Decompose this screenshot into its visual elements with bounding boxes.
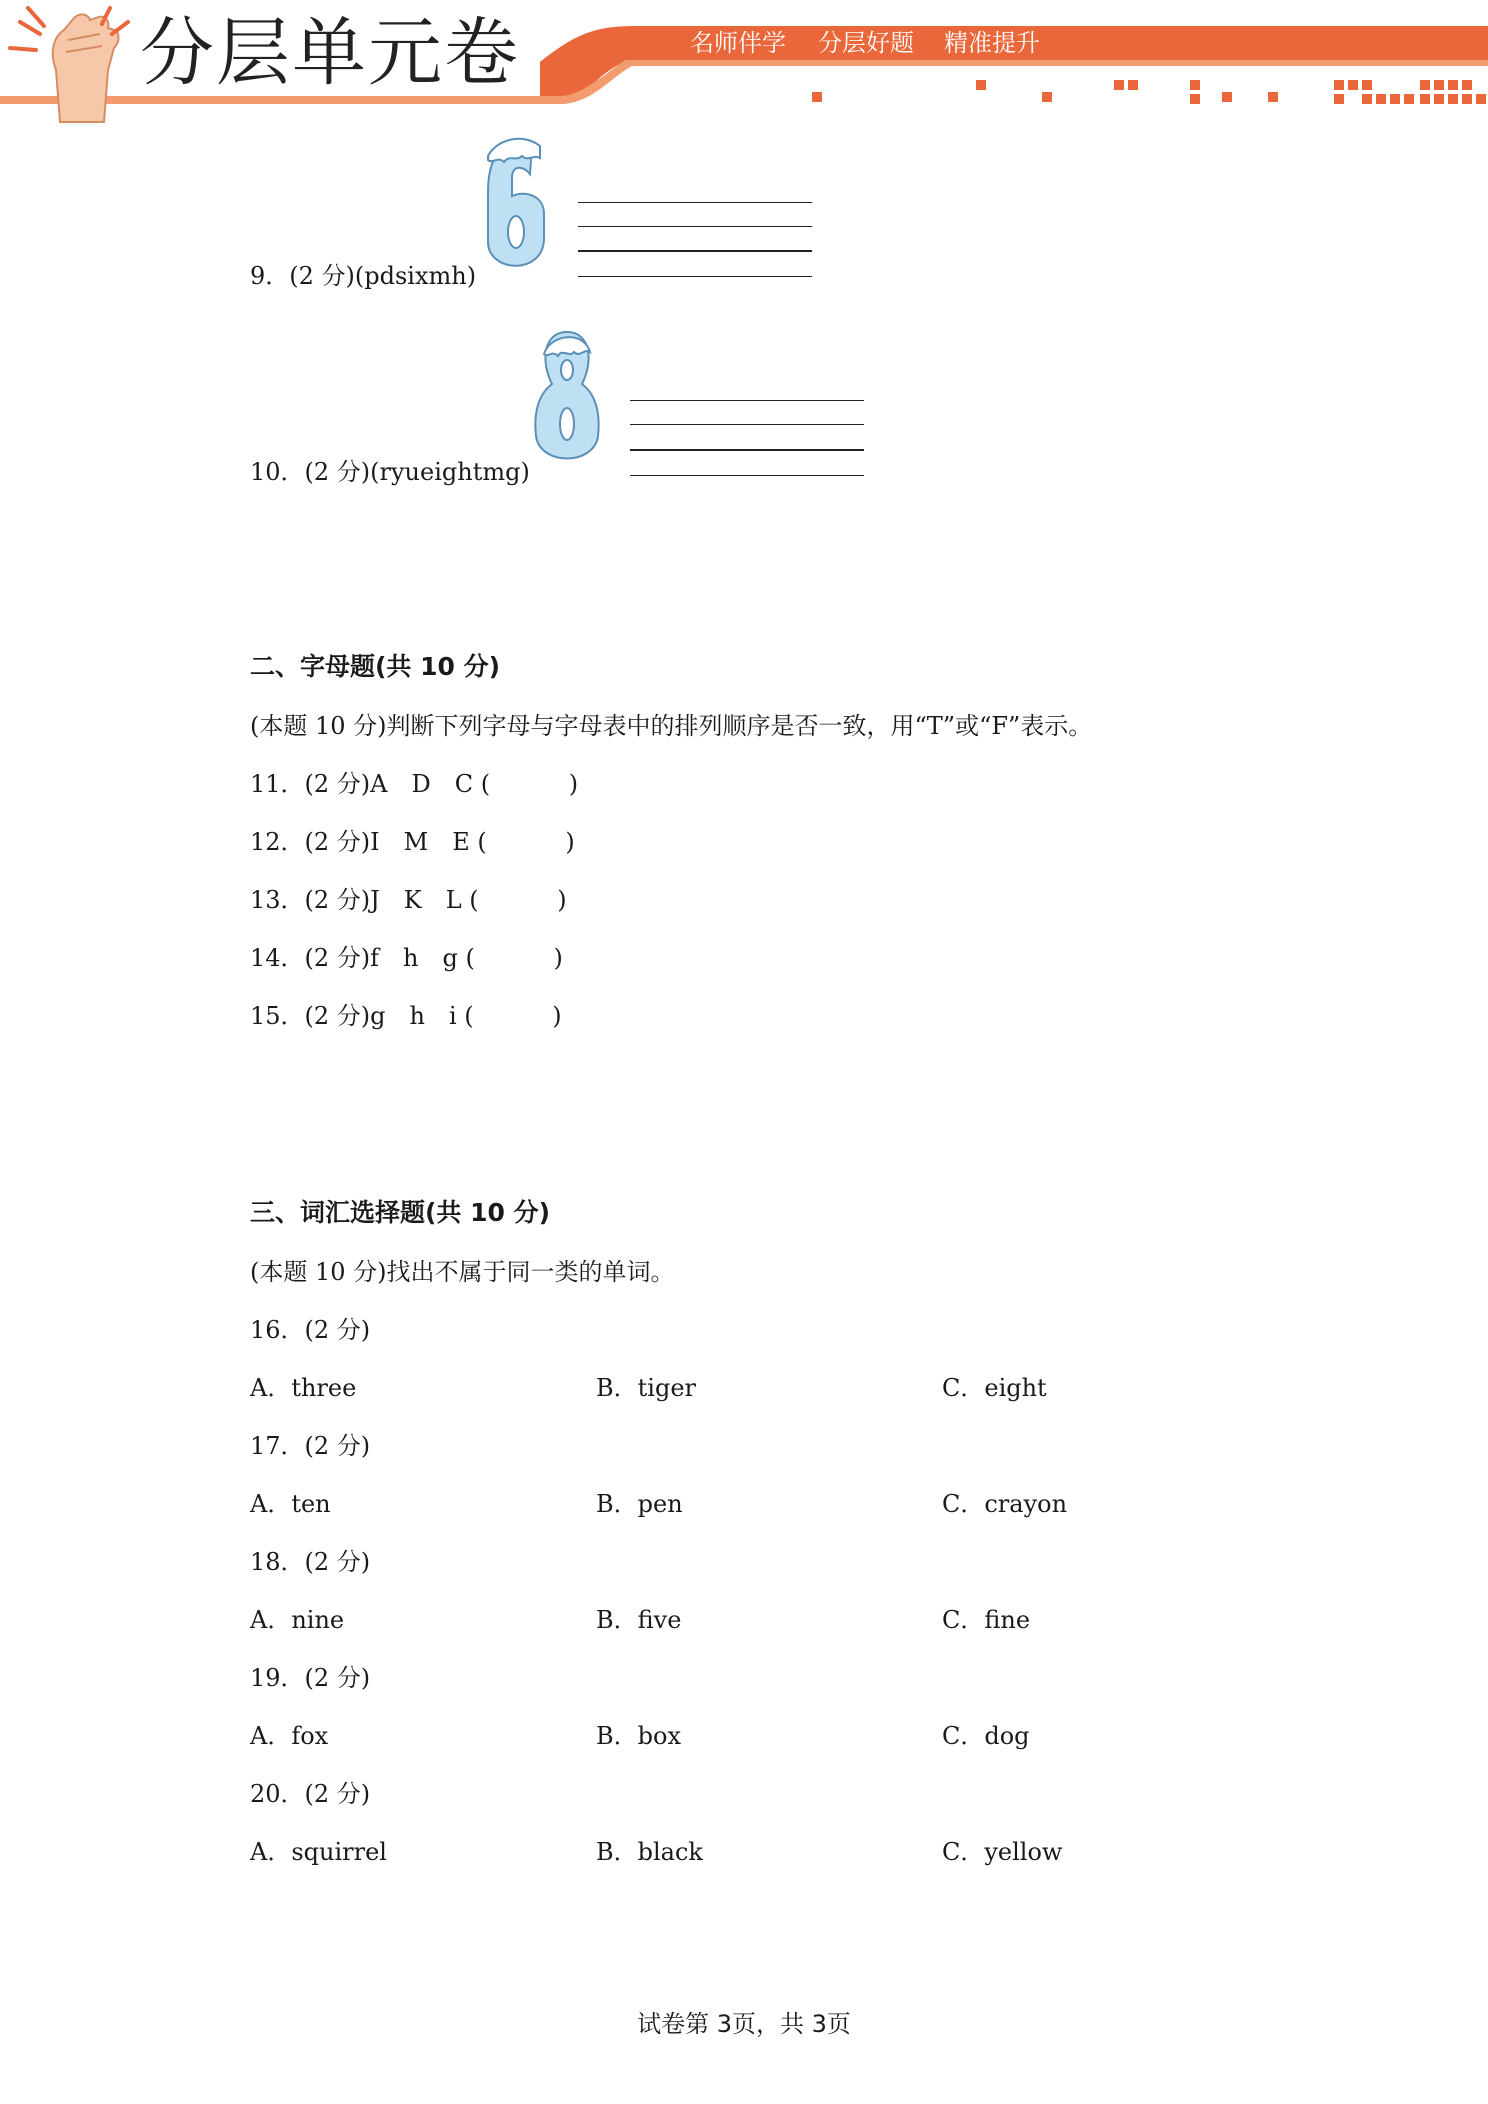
answer-blank-14[interactable]: ) <box>553 944 563 972</box>
q16-option-c[interactable]: C．eight <box>942 1374 1047 1402</box>
question-14 <box>250 942 563 974</box>
q17-option-a[interactable]: A．ten <box>250 1490 331 1518</box>
page-header <box>0 0 1488 130</box>
eight-digit-image <box>532 326 602 470</box>
section-3-title: 三、词汇选择题(共 10 分) <box>250 1198 551 1227</box>
question-15-label: 15．(2 分)g h i ( <box>250 1002 474 1030</box>
q20-option-a[interactable]: A．squirrel <box>250 1838 387 1866</box>
question-15 <box>250 1000 562 1032</box>
header-decor-squares <box>812 80 1486 104</box>
question-17-label: 17．(2 分) <box>250 1432 371 1460</box>
slogan-2: 分层好题 <box>818 29 914 57</box>
question-11 <box>250 768 578 800</box>
question-12-label: 12．(2 分)I M E ( <box>250 828 487 856</box>
q17-option-c[interactable]: C．crayon <box>942 1490 1068 1518</box>
slogan-1: 名师伴学 <box>690 29 786 57</box>
q20-option-b[interactable]: B．black <box>596 1838 703 1866</box>
answer-blank-13[interactable]: ) <box>557 886 567 914</box>
question-13 <box>250 884 567 916</box>
q16-option-a[interactable]: A．three <box>250 1374 357 1402</box>
question-18-label: 18．(2 分) <box>250 1548 371 1576</box>
question-10-label: 10．(2 分)(ryueightmg) <box>250 458 530 486</box>
page-footer: 试卷第 3页，共 3页 <box>637 2010 851 2038</box>
question-20-label: 20．(2 分) <box>250 1780 371 1808</box>
question-19-label: 19．(2 分) <box>250 1664 371 1692</box>
question-12 <box>250 826 575 858</box>
q17-option-b[interactable]: B．pen <box>596 1490 683 1518</box>
fist-logo-icon <box>10 8 128 122</box>
q18-option-a[interactable]: A．nine <box>250 1606 345 1634</box>
section-2-instruction: (本题 10 分)判断下列字母与字母表中的排列顺序是否一致，用“T”或“F”表示。 <box>250 712 1093 740</box>
answer-blank-11[interactable]: ) <box>568 770 579 798</box>
q16-option-b[interactable]: B．tiger <box>596 1374 696 1402</box>
q18-option-b[interactable]: B．five <box>596 1606 682 1634</box>
question-11-label: 11．(2 分)A D C ( <box>250 770 491 798</box>
question-14-label: 14．(2 分)f h g ( <box>250 944 475 972</box>
q19-option-a[interactable]: A．fox <box>250 1722 329 1750</box>
q19-option-b[interactable]: B．box <box>596 1722 681 1750</box>
brand-title: 分层单元卷 <box>140 10 520 96</box>
answer-blank-12[interactable]: ) <box>565 828 575 856</box>
q18-option-c[interactable]: C．fine <box>942 1606 1031 1634</box>
slogan-3: 精准提升 <box>944 29 1040 57</box>
question-16-label: 16．(2 分) <box>250 1316 371 1344</box>
q19-option-c[interactable]: C．dog <box>942 1722 1030 1750</box>
section-2-title: 二、字母题(共 10 分) <box>250 652 501 681</box>
section-3-instruction: (本题 10 分)找出不属于同一类的单词。 <box>250 1258 675 1286</box>
question-13-label: 13．(2 分)J K L ( <box>250 886 479 914</box>
q20-option-c[interactable]: C．yellow <box>942 1838 1063 1866</box>
answer-blank-15[interactable]: ) <box>552 1002 562 1030</box>
six-digit-image <box>482 132 550 280</box>
question-9-label: 9．(2 分)(pdsixmh) <box>250 262 477 290</box>
